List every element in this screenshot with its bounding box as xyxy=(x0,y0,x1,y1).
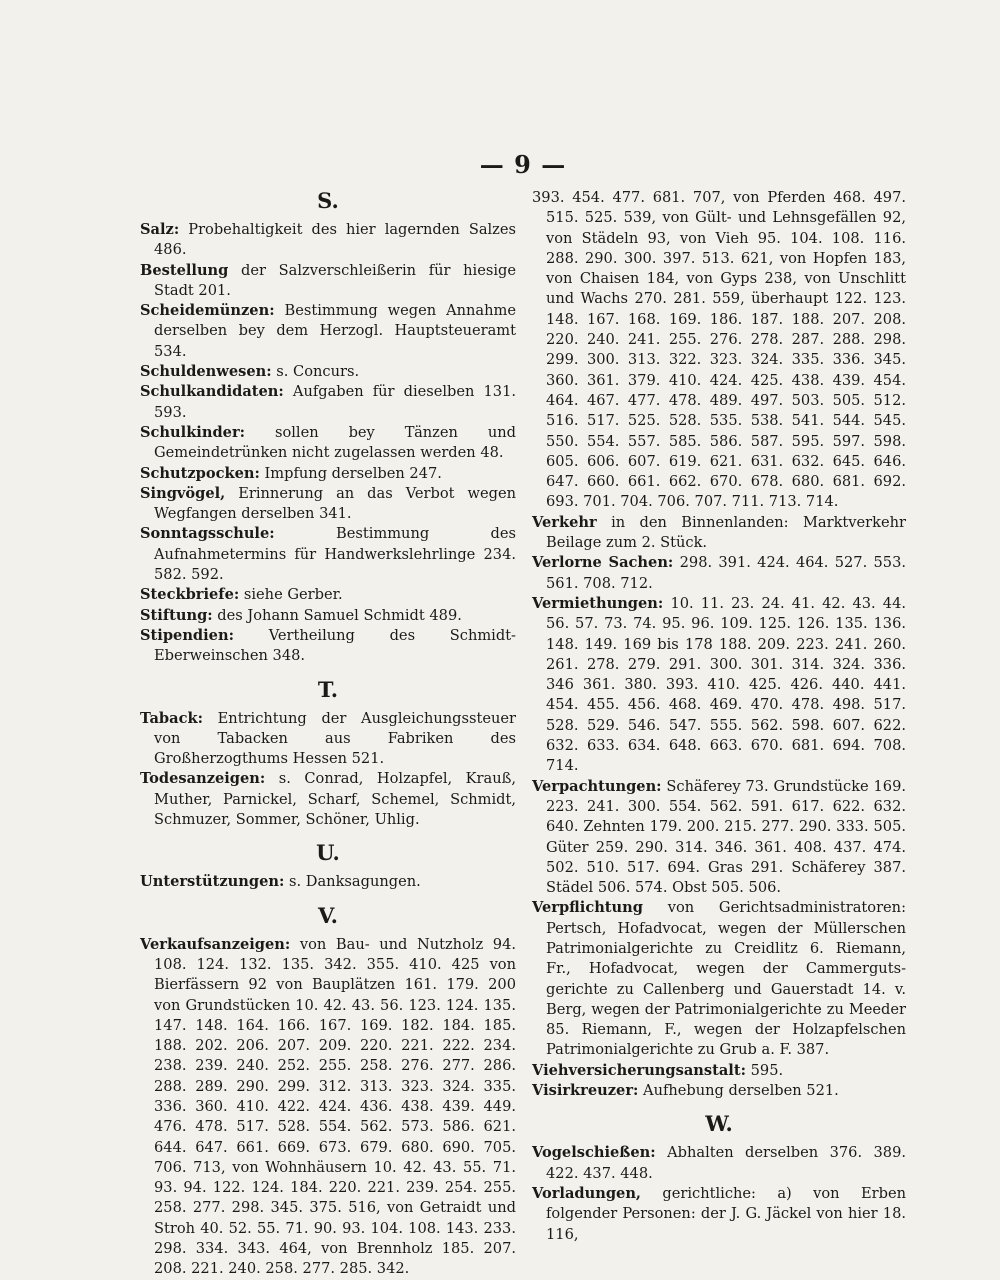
section-heading: U. xyxy=(316,840,340,866)
index-entry xyxy=(140,626,516,667)
index-entry xyxy=(140,709,516,770)
index-references: 595. xyxy=(750,1061,784,1079)
index-entry xyxy=(140,301,516,362)
index-entry xyxy=(532,1184,906,1245)
index-entry xyxy=(140,261,516,302)
index-entry xyxy=(140,423,516,464)
index-entry xyxy=(140,484,516,525)
index-entry xyxy=(532,553,906,594)
index-references: Vertheilung des Schmidt-Eberweinschen 348. xyxy=(154,626,516,665)
index-term: Sonntagsschule: xyxy=(140,525,275,543)
index-references: von Bau- und Nutzholz 94. 108. 124. 132. 135. 342. 355. 410. 425 von Bierfässern 92 von Bauplätzen 161. 179. 200 von Grundstücken 10. 42. 43. 56. 123. 124. 135. 147. 148. 164. 166. 167. 169. 182. 184. 185. 188. 202. 206. 207. 209. 220. 221. 222. 234. 238. 239. 240. 252. 255. 258. 276. 277. 286. 288. 289. 290. 299. 312. 313. 323. 324. 335. 336. 360. 410. 422. 424. 436. 438. 439. 449. 476. 478. 517. 528. 554. 562. 573. 586. 621. 644. 647. 661. 669. 673. 679. 680. 690. 705. 706. 713, von Wohnhäusern 10. 42. 43. 55. 71. 93. 94. 122. 124. 184. 220. 221. 239. 254. 255. 258. 277. 298. 345. 375. 516, von Getraidt und Stroh 40. 52. 55. 71. 90. 93. 104. 108. 143. 233. 298. 334. 343. 464, von Brennholz 185. 207. 208. 221. 240. 258. 277. 285. 342. xyxy=(154,935,516,1278)
index-entry xyxy=(140,769,516,830)
index-references: Aufgaben für dieselben 131. 593. xyxy=(154,383,517,421)
page-number: — 9 — xyxy=(479,150,567,179)
index-term: Schulkinder: xyxy=(140,423,246,441)
index-entry xyxy=(140,935,516,1280)
index-references: s. Concurs. xyxy=(276,363,360,381)
index-entry xyxy=(140,606,516,626)
section-heading: W. xyxy=(705,1111,733,1137)
index-term: Verpflichtung xyxy=(532,899,643,917)
index-entry xyxy=(140,872,516,892)
index-term: Singvögel, xyxy=(140,484,226,502)
right-column xyxy=(532,188,906,1245)
index-references: Erinnerung an das Verbot wegen Wegfangen derselben 341. xyxy=(154,484,516,523)
index-entry xyxy=(532,898,906,1060)
section-heading: S. xyxy=(317,188,339,213)
index-entry xyxy=(532,777,906,899)
index-term: Vermiethungen: xyxy=(532,594,664,612)
index-entry xyxy=(532,513,906,554)
index-references: gerichtliche: a) von Erben folgender Personen: der J. G. Jäckel von hier 18. 116, xyxy=(546,1184,906,1243)
index-term: Verkehr xyxy=(532,513,597,531)
index-references: von Gerichtsadministratoren: Pertsch, Hofadvocat, wegen der Müllerschen Patrimonialgerichte zu Creidlitz 6. Riemann, Fr., Hofadvocat, wegen der Cammerguts-gerichte zu Callenberg und Gauerstadt 14. v. Berg, wegen der Patrimonialgerichte zu Meeder 85. Riemann, F., wegen der Holzapfelschen Patrimonialgerichte zu Grub a. F. 387. xyxy=(546,899,906,1059)
index-term: Salz: xyxy=(140,221,180,238)
index-term: Verlorne Sachen: xyxy=(532,554,674,572)
index-entry xyxy=(532,1061,906,1081)
index-references: Bestimmung wegen Annahme derselben bey dem Herzogl. Hauptsteueramt 534. xyxy=(154,302,516,360)
index-references: des Johann Samuel Schmidt 489. xyxy=(217,606,462,624)
index-references: in den Binnenlanden: Marktverkehr Beilage zum 2. Stück. xyxy=(546,513,907,552)
left-column xyxy=(140,188,516,1280)
index-references: 298. 391. 424. 464. 527. 553. 561. 708. 712. xyxy=(546,554,906,592)
index-references: sollen bey Tänzen und Gemeindetrünken nicht zugelassen werden 48. xyxy=(154,423,516,462)
index-references: der Salzverschleißerin für hiesige Stadt 201. xyxy=(154,261,516,299)
index-term: Schuldenwesen: xyxy=(140,363,272,381)
index-references: Schäferey 73. Grundstücke 169. 223. 241. 300. 554. 562. 591. 617. 622. 632. 640. Zehnten 179. 200. 215. 277. 290. 333. 505. Güter 259. 290. 314. 346. 361. 408. 437. 474. 502. 510. 517. 694. Gras 291. Schäferey 387. Städel 506. 574. Obst 505. 506. xyxy=(546,777,907,897)
index-term: Unterstützungen: xyxy=(140,873,285,891)
index-entry xyxy=(140,464,516,484)
index-entry xyxy=(140,362,516,382)
index-references: Impfung derselben 247. xyxy=(264,464,442,482)
index-references: siehe Gerber. xyxy=(243,586,343,604)
index-term: Vorladungen, xyxy=(532,1184,642,1202)
index-term: Verpachtungen: xyxy=(532,777,662,795)
index-references: Aufhebung derselben 521. xyxy=(643,1082,839,1100)
index-term: Stipendien: xyxy=(140,626,234,644)
index-entry xyxy=(532,594,906,777)
index-references: s. Conrad, Holzapfel, Krauß, Muther, Parnickel, Scharf, Schemel, Schmidt, Schmuzer, Sommer, Schöner, Uhlig. xyxy=(154,770,516,829)
index-term: Viehversicherungsanstalt: xyxy=(532,1061,746,1079)
index-entry xyxy=(140,220,516,261)
index-term: Steckbriefe: xyxy=(140,586,240,604)
index-references: Bestimmung des Aufnahmetermins für Handwerkslehrlinge 234. 582. 592. xyxy=(154,525,517,584)
index-references: Entrichtung der Ausgleichungssteuer von Tabacken aus Fabriken des Großherzogthums Hessen 521. xyxy=(154,709,516,768)
index-term: Taback: xyxy=(140,709,203,727)
index-term: Stiftung: xyxy=(140,606,213,624)
index-references: 10. 11. 23. 24. 41. 42. 43. 44. 56. 57. 73. 74. 95. 96. 109. 125. 126. 135. 136. 148. 149. 169 bis 178 188. 209. 223. 241. 260. 261. 278. 279. 291. 300. 301. 314. 324. 336. 346 361. 380. 393. 410. 425. 426. 440. 441. 454. 455. 456. 468. 469. 470. 478. 498. 517. 528. 529. 546. 547. 555. 562. 598. 607. 622. 632. 633. 634. 648. 663. 670. 681. 694. 708. 714. xyxy=(546,594,906,775)
index-entry-continued xyxy=(532,188,906,513)
index-term: Schulkandidaten: xyxy=(140,383,284,401)
index-term: Todesanzeigen: xyxy=(140,770,266,788)
index-entry xyxy=(140,585,516,605)
index-term: Visirkreuzer: xyxy=(532,1082,639,1100)
index-term: Vogelschießen: xyxy=(532,1144,656,1162)
index-entry xyxy=(140,382,516,423)
index-term: Verkaufsanzeigen: xyxy=(140,935,291,953)
index-references: 393. 454. 477. 681. 707, von Pferden 468. 497. 515. 525. 539, von Gült- und Lehnsgefällen 92, von Städeln 93, von Vieh 95. 104. 108. 116. 288. 290. 300. 397. 513. 621, von Hopfen 183, von Chaisen 184, von Gyps 238, von Unschlitt und Wachs 270. 281. 559, überhaupt 122. 123. 148. 167. 168. 169. 186. 187. 188. 207. 208. 220. 240. 241. 255. 276. 278. 287. 288. 298. 299. 300. 313. 322. 323. 324. 335. 336. 345. 360. 361. 379. 410. 424. 425. 438. 439. 454. 464. 467. 477. 478. 489. 497. 503. 505. 512. 516. 517. 525. 528. 535. 538. 541. 544. 545. 550. 554. 557. 585. 586. 587. 595. 597. 598. 605. 606. 607. 619. 621. 631. 632. 645. 646. 647. 660. 661. 662. 670. 678. 680. 681. 692. 693. 701. 704. 706. 707. 711. 713. 714. xyxy=(532,189,906,511)
index-term: Schutzpocken: xyxy=(140,464,260,482)
index-entry xyxy=(532,1081,906,1101)
index-references: Abhalten derselben 376. 389. 422. 437. 448. xyxy=(546,1144,906,1182)
index-references: s. Danksagungen. xyxy=(289,873,421,891)
section-heading: V. xyxy=(318,902,338,928)
index-references: Probehaltigkeit des hier lagernden Salzes 486. xyxy=(154,221,516,259)
index-term: Bestellung xyxy=(140,261,229,279)
index-term: Scheidemünzen: xyxy=(140,302,275,320)
index-entry xyxy=(532,1143,906,1184)
section-heading: T. xyxy=(317,676,339,702)
index-entry xyxy=(140,524,516,585)
